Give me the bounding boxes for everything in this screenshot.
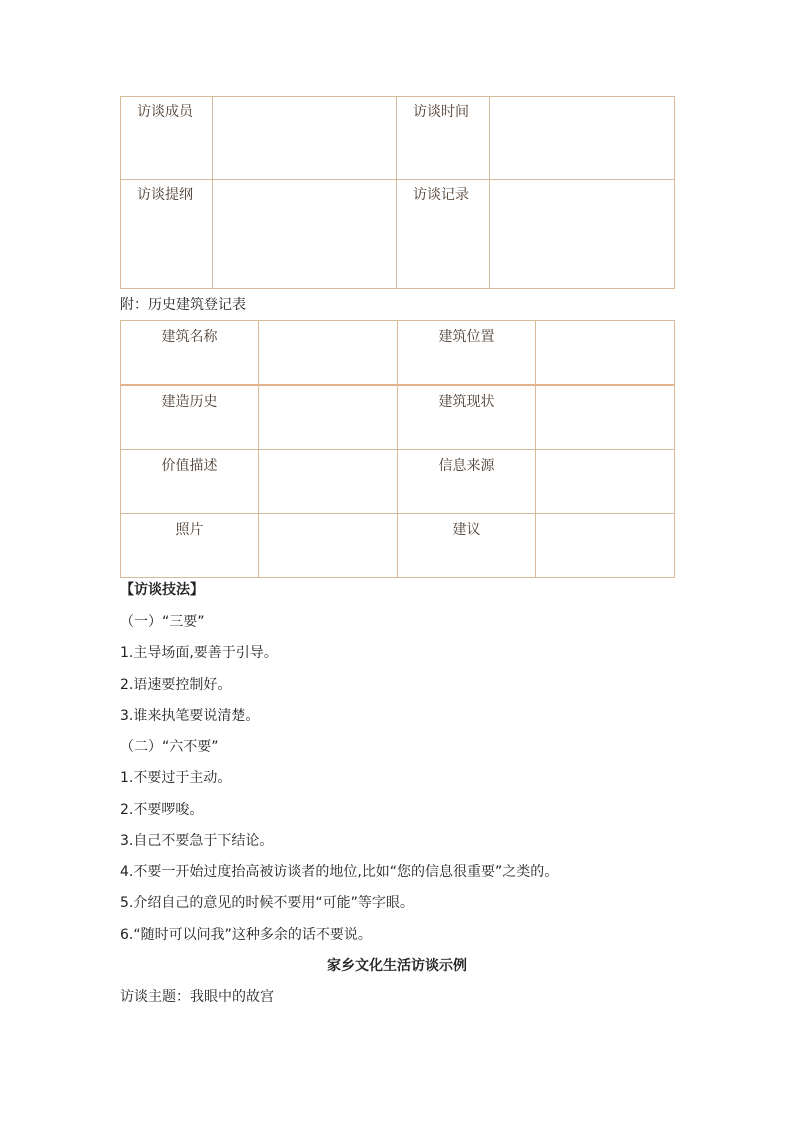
photo-label: 照片 [121, 514, 259, 578]
suggestion-label: 建议 [398, 514, 536, 578]
example-title: 家乡文化生活访谈示例 [327, 958, 467, 974]
time-field[interactable] [490, 97, 675, 180]
table-row [121, 385, 675, 450]
time-label: 访谈时间 [397, 97, 490, 180]
table-row [121, 321, 675, 386]
suggestion-field[interactable] [536, 514, 675, 578]
building-name-label: 建筑名称 [121, 321, 259, 386]
six-donts-heading: （二）“六不要” [120, 739, 219, 755]
members-label: 访谈成员 [121, 97, 213, 180]
table-row [121, 97, 675, 180]
techniques-heading: 【访谈技法】 [120, 582, 204, 598]
table-row [121, 514, 675, 578]
construction-history-field[interactable] [259, 385, 398, 450]
three-musts-heading: （一）“三要” [120, 614, 205, 630]
list-item: 2.不要啰唆。 [120, 802, 204, 818]
info-source-field[interactable] [536, 450, 675, 514]
value-description-field[interactable] [259, 450, 398, 514]
table-row [121, 180, 675, 289]
list-item: 2.语速要控制好。 [120, 677, 232, 693]
appendix-title: 附：历史建筑登记表 [120, 297, 246, 313]
building-name-field[interactable] [259, 321, 398, 386]
list-item: 3.自己不要急于下结论。 [120, 833, 274, 849]
list-item: 4.不要一开始过度抬高被访谈者的地位,比如“您的信息很重要”之类的。 [120, 864, 559, 880]
interview-table [120, 96, 675, 289]
building-registration-table [120, 320, 675, 578]
list-item: 1.不要过于主动。 [120, 770, 232, 786]
example-topic: 访谈主题：我眼中的故宫 [120, 989, 274, 1005]
list-item: 3.谁来执笔要说清楚。 [120, 708, 260, 724]
building-status-field[interactable] [536, 385, 675, 450]
photo-field[interactable] [259, 514, 398, 578]
members-field[interactable] [213, 97, 397, 180]
record-field[interactable] [490, 180, 675, 289]
building-status-label: 建筑现状 [398, 385, 536, 450]
list-item: 6.“随时可以问我”这种多余的话不要说。 [120, 927, 372, 943]
list-item: 5.介绍自己的意见的时候不要用“可能”等字眼。 [120, 895, 414, 911]
outline-label: 访谈提纲 [121, 180, 213, 289]
value-description-label: 价值描述 [121, 450, 259, 514]
info-source-label: 信息来源 [398, 450, 536, 514]
building-location-field[interactable] [536, 321, 675, 386]
construction-history-label: 建造历史 [121, 385, 259, 450]
building-location-label: 建筑位置 [398, 321, 536, 386]
list-item: 1.主导场面,要善于引导。 [120, 645, 278, 661]
table-row [121, 450, 675, 514]
outline-field[interactable] [213, 180, 397, 289]
record-label: 访谈记录 [397, 180, 490, 289]
